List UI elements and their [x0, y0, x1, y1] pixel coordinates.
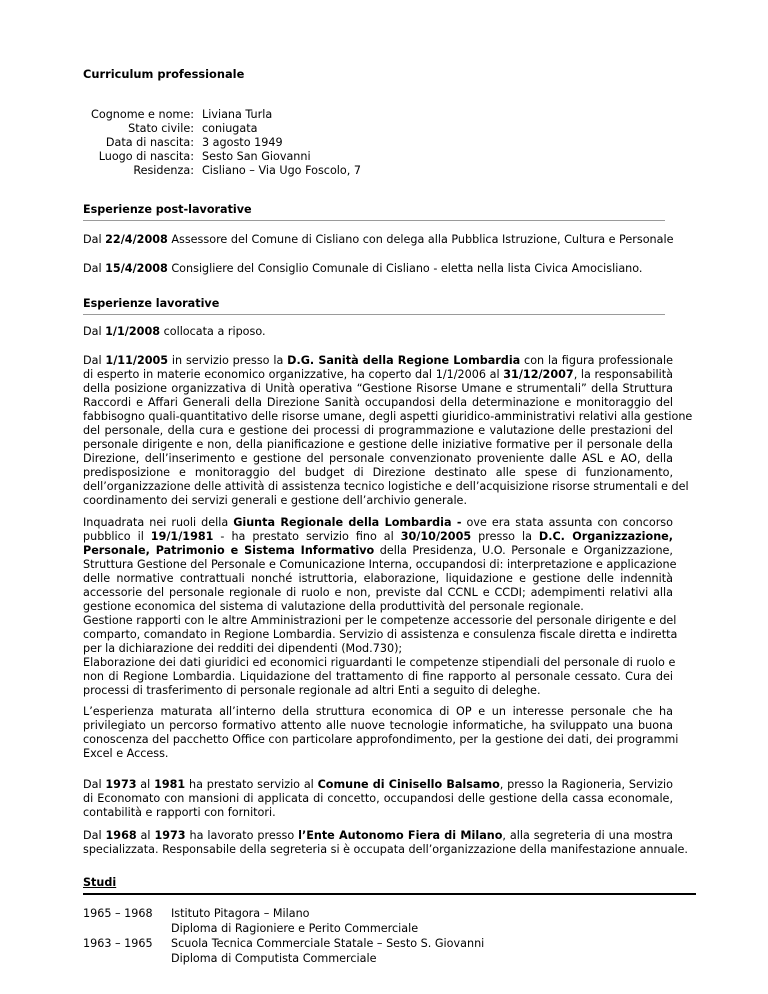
text-line: fabbisogno quali-quantitativo delle risorse umane, degli aspetti giuridico-amministrativi relativi alla gestione — [83, 410, 693, 423]
section-heading-lavorative: Esperienze lavorative — [83, 297, 665, 315]
text-line: Dal 1/1/2008 collocata a riposo. — [83, 325, 266, 338]
text-line: Raccordi e Affari Generali della Direzione Sanità occupandosi della determinazione e monitoraggio del — [83, 396, 673, 409]
text-line: privilegiato un percorso formativo attento alle nuove tecnologie informatiche, ha sviluppato una buona — [83, 719, 673, 732]
text-line: del personale, della cura e gestione dei processi di programmazione e valutazione delle prestazioni del — [83, 424, 673, 437]
personal-row — [83, 122, 683, 136]
field-label: Stato civile: — [128, 122, 194, 135]
field-value: Sesto San Giovanni — [202, 150, 311, 163]
study-text: Scuola Tecnica Commerciale Statale – Sesto S. Giovanni — [171, 937, 485, 950]
study-years: 1965 – 1968 — [83, 907, 153, 920]
study-years: 1963 – 1965 — [83, 937, 153, 950]
study-row — [83, 937, 683, 952]
text-line: dell’organizzazione delle attività di assistenza tecnico logistiche e dell’acquisizione risorse strumentali e del — [83, 480, 689, 493]
field-value: Liviana Turla — [202, 108, 273, 121]
study-text: Diploma di Ragioniere e Perito Commerciale — [171, 922, 419, 935]
paragraph-fiera-milano — [83, 829, 688, 857]
text-line: predisposizione e monitoraggio del budget di Direzione destinato alle spese di funzionamento, — [83, 466, 673, 479]
paragraph-cinisello — [83, 778, 673, 820]
personal-row — [83, 136, 683, 150]
study-text: Istituto Pitagora – Milano — [171, 907, 310, 920]
text-line: Gestione rapporti con le altre Amministrazioni per le competenze accessorie del personale dirigente e del — [83, 614, 677, 627]
section-heading-studi: Studi — [83, 876, 696, 895]
text-line: per la dichiarazione dei redditi dei dipendenti (Mod.730); — [83, 642, 403, 655]
text-line: personale dirigente e non, della pianificazione e gestione delle iniziative formative per il personale della — [83, 438, 673, 451]
personal-data — [83, 108, 683, 178]
paragraph-competenze-informatiche — [83, 705, 679, 761]
study-years — [83, 922, 171, 937]
field-value: 3 agosto 1949 — [202, 136, 283, 149]
text-line: Struttura Gestione del Personale e Comunicazione Interna, occupandosi di: interpretazione e applicazione — [83, 558, 677, 571]
text-line: non di Regione Lombardia. Liquidazione del trattamento di fine rapporto al personale cessato. Cura dei — [83, 670, 673, 683]
field-value: coniugata — [202, 122, 258, 135]
text-line: Direzione, dell’inserimento e gestione del personale convenzionato proveniente dalle ASL e AO, della — [83, 452, 673, 465]
field-value: Cisliano – Via Ugo Foscolo, 7 — [202, 164, 361, 177]
text-line: accessorie del personale regionale di ruolo e non, previste dal CCNL e CCDI; adempimenti relativi alla — [83, 586, 673, 599]
personal-row — [83, 150, 683, 164]
text-line: Dal 1968 al 1973 ha lavorato presso l’Ente Autonomo Fiera di Milano, alla segreteria di una mostra — [83, 829, 673, 842]
paragraph-consigliere — [83, 262, 673, 276]
studies-list — [83, 907, 683, 967]
personal-row — [83, 164, 683, 178]
text-line: di esperto in materie economico organizzative, ha coperto dal 1/1/2006 al 31/12/2007, la responsabilità — [83, 368, 674, 381]
text-line: Dal 1973 al 1981 ha prestato servizio al Comune di Cinisello Balsamo, presso la Ragioneria, Servizio — [83, 778, 673, 791]
text-line: di Economato con mansioni di applicata di concetto, occupandosi delle gestione della cassa economale, — [83, 792, 673, 805]
study-row — [83, 952, 683, 967]
paragraph-giunta-regionale — [83, 516, 678, 698]
text-line: della posizione organizzativa di Unità operativa “Gestione Risorse Umane e strumentali” della Struttura — [83, 382, 673, 395]
paragraph-dg-sanita — [83, 354, 693, 508]
text-line: Dal 1/11/2005 in servizio presso la D.G. Sanità della Regione Lombardia con la figura professionale — [83, 354, 673, 367]
text-line: Inquadrata nei ruoli della Giunta Regionale della Lombardia - ove era stata assunta con concorso — [83, 516, 673, 529]
study-row — [83, 922, 683, 937]
document-title: Curriculum professionale — [83, 67, 245, 81]
text-line: gestione economica del sistema di valutazione della produttività del personale regionale. — [83, 600, 584, 613]
text-line: comparto, comandato in Regione Lombardia. Servizio di assistenza e consulenza fiscale diretta e indiretta — [83, 628, 678, 641]
text-line: coordinamento dei servizi generali e gestione dell’archivio generale. — [83, 494, 467, 507]
field-label: Cognome e nome: — [91, 108, 194, 121]
text-line: delle normative contrattuali nonché istruttoria, elaborazione, liquidazione e gestione delle indennità — [83, 572, 673, 585]
text-line: Excel e Access. — [83, 747, 169, 760]
personal-row — [83, 108, 683, 122]
text-line: Personale, Patrimonio e Sistema Informativo della Presidenza, U.O. Personale e Organizzazione, — [83, 544, 673, 557]
text-line: Dal 22/4/2008 Assessore del Comune di Cisliano con delega alla Pubblica Istruzione, Cultura e Personale — [83, 233, 674, 246]
text-line: contabilità e rapporti con fornitori. — [83, 806, 276, 819]
study-row — [83, 907, 683, 922]
field-label: Residenza: — [133, 164, 194, 177]
field-label: Data di nascita: — [105, 136, 194, 149]
text-line: specializzata. Responsabile della segreteria si è occupata dell’organizzazione della manifestazione annuale. — [83, 843, 688, 856]
paragraph-assessore — [83, 233, 673, 247]
text-line: conoscenza del pacchetto Office con particolare approfondimento, per la gestione dei dati, dei programmi — [83, 733, 679, 746]
study-years — [83, 952, 171, 967]
study-text: Diploma di Computista Commerciale — [171, 952, 377, 965]
text-line: pubblico il 19/1/1981 - ha prestato servizio fino al 30/10/2005 presso la D.C. Organizzazione, — [83, 530, 674, 543]
text-line: L’esperienza maturata all’interno della struttura economica di OP e un interesse personale che ha — [83, 705, 673, 718]
text-line: processi di trasferimento di personale regionale ad altri Enti a seguito di deleghe. — [83, 684, 541, 697]
text-line: Dal 15/4/2008 Consigliere del Consiglio Comunale di Cisliano - eletta nella lista Civica Amocisliano. — [83, 262, 643, 275]
text-line: Elaborazione dei dati giuridici ed economici riguardanti le competenze stipendiali del personale di ruolo e — [83, 656, 676, 669]
paragraph-riposo — [83, 325, 673, 339]
section-heading-post-lavorative: Esperienze post-lavorative — [83, 203, 665, 221]
field-label: Luogo di nascita: — [98, 150, 194, 163]
